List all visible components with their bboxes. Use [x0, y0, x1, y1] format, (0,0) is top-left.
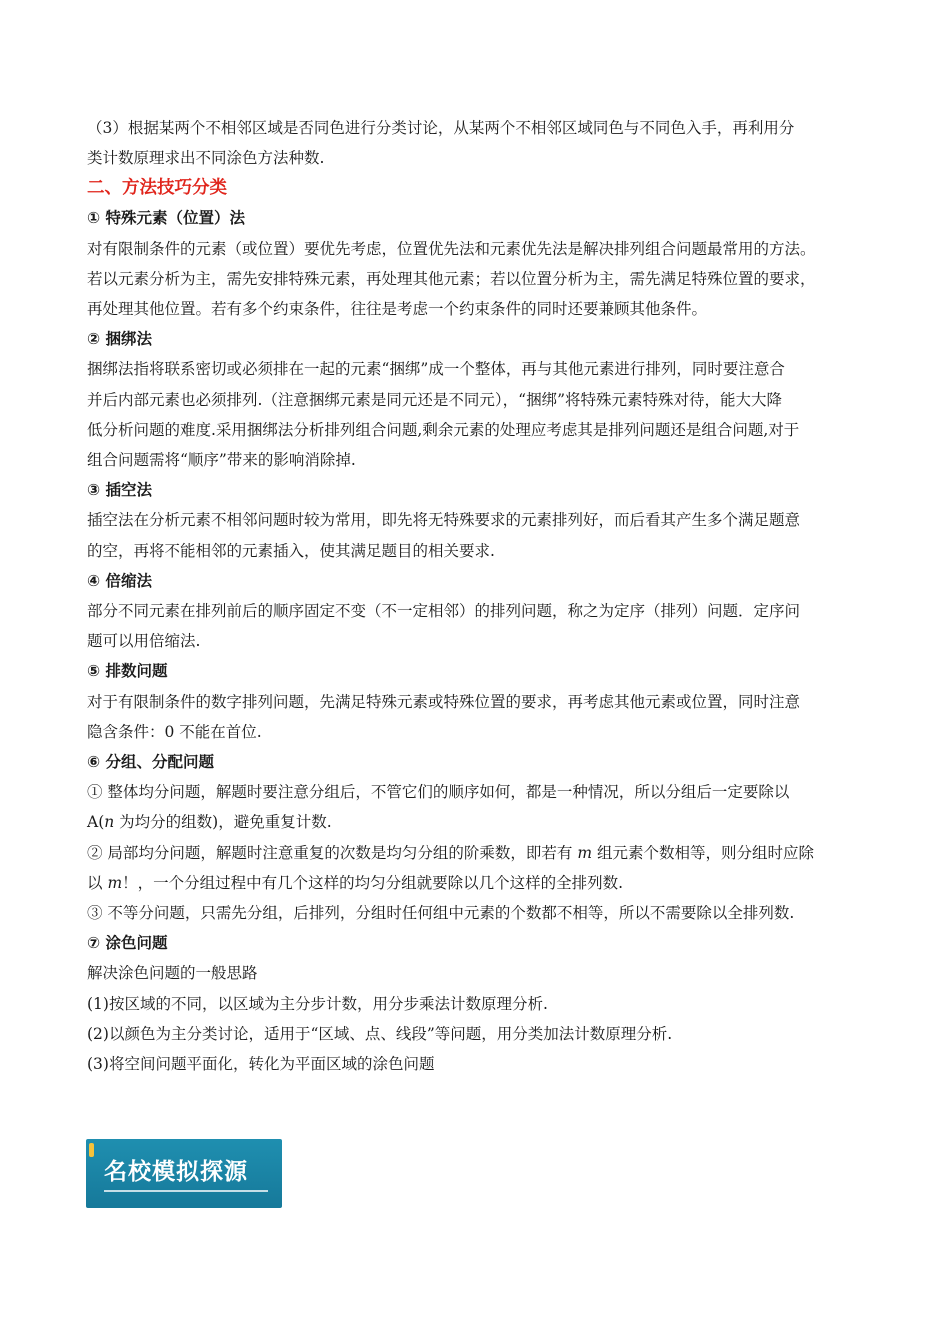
paragraph-line: 对有限制条件的元素（或位置）要优先考虑，位置优先法和元素优先法是解决排列组合问题最常用的方法。 — [87, 239, 816, 258]
paragraph-line: 对于有限制条件的数字排列问题，先满足特殊元素或特殊位置的要求，再考虑其他元素或位置，同时注意 — [87, 692, 801, 711]
math-variable: n — [104, 813, 115, 832]
math-variable: m — [107, 873, 123, 892]
badge-label: 名校模拟探源 — [104, 1159, 248, 1185]
badge-underline — [104, 1190, 268, 1192]
document-body — [87, 113, 877, 1079]
paragraph-line: 若以元素分析为主，需先安排特殊元素，再处理其他元素；若以位置分析为主，需先满足特殊位置的要求， — [87, 269, 816, 288]
paragraph-line: 插空法在分析元素不相邻问题时较为常用，即先将无特殊要求的元素排列好，而后看其产生多个满足题意 — [87, 511, 801, 530]
text-run: 为均分的组数)，避免重复计数. — [114, 813, 332, 832]
badge-accent-mark — [89, 1143, 94, 1157]
intro-paragraph — [87, 113, 877, 173]
method-title: ⑤ 排数问题 — [87, 662, 168, 681]
grouping-item-3-line: ③ 不等分问题，只需先分组，后排列，分组时任何组中元素的个数都不相等，所以不需要除以全排列数. — [87, 904, 795, 923]
method-paragraph — [87, 596, 877, 656]
section-badge — [86, 1139, 282, 1208]
paragraph-line: (2)以颜色为主分类讨论，适用于“区域、点、线段”等问题，用分类加法计数原理分析. — [87, 1024, 673, 1043]
intro-line: （3）根据某两个不相邻区域是否同色进行分类讨论，从某两个不相邻区域同色与不同色入手，再利用分 — [87, 119, 795, 137]
text-run: ！，一个分组过程中有几个这样的均匀分组就要除以几个这样的全排列数. — [122, 873, 624, 892]
section-title: 二、方法技巧分类 — [87, 178, 227, 199]
grouping-paragraph — [87, 777, 877, 928]
paragraph-line: 捆绑法指将联系密切或必须排在一起的元素“捆绑”成一个整体，再与其他元素进行排列，同时要注意合 — [87, 360, 785, 379]
paragraph-line: 题可以用倍缩法. — [87, 632, 201, 651]
coloring-paragraph — [87, 958, 877, 1079]
method-paragraph — [87, 354, 877, 475]
method-title: ① 特殊元素（位置）法 — [87, 209, 246, 228]
paragraph-line: 部分不同元素在排列前后的顺序固定不变（不一定相邻）的排列问题，称之为定序（排列）问题．定序问 — [87, 602, 801, 621]
paragraph-line: 组合问题需将“顺序”带来的影响消除掉. — [87, 451, 356, 470]
paragraph-line: 隐含条件：0 不能在首位. — [87, 722, 262, 741]
paragraph-line: 解决涂色问题的一般思路 — [87, 964, 258, 983]
paragraph-line: 低分析问题的难度.采用捆绑法分析排列组合问题,剩余元素的处理应考虑其是排列问题还是组合问题,对于 — [87, 420, 800, 439]
text-run: 以 — [87, 873, 108, 892]
grouping-item-2-line — [87, 838, 877, 868]
grouping-title: ⑥ 分组、分配问题 — [87, 753, 215, 772]
coloring-title: ⑦ 涂色问题 — [87, 934, 168, 953]
paragraph-line: 的空，再将不能相邻的元素插入，使其满足题目的相关要求. — [87, 541, 495, 560]
method-title: ② 捆绑法 — [87, 330, 153, 349]
method-paragraph — [87, 505, 877, 565]
grouping-item-2-line — [87, 868, 877, 898]
text-run: 组元素个数相等，则分组时应除 — [592, 843, 814, 862]
method-title: ③ 插空法 — [87, 481, 153, 500]
grouping-item-1-line — [87, 807, 877, 837]
paragraph-line: (3)将空间问题平面化，转化为平面区域的涂色问题 — [87, 1055, 435, 1074]
math-variable: m — [577, 843, 593, 862]
method-paragraph — [87, 234, 877, 325]
paragraph-line: 并后内部元素也必须排列.（注意捆绑元素是同元还是不同元），“捆绑”将特殊元素特殊对待，能大大降 — [87, 390, 783, 409]
intro-line: 类计数原理求出不同涂色方法种数. — [87, 149, 325, 168]
paragraph-line: 再处理其他位置。若有多个约束条件，往往是考虑一个约束条件的同时还要兼顾其他条件。 — [87, 300, 708, 319]
method-title: ④ 倍缩法 — [87, 571, 153, 590]
paragraph-line: (1)按区域的不同，以区域为主分步计数，用分步乘法计数原理分析. — [87, 994, 548, 1013]
method-paragraph — [87, 687, 877, 747]
text-run: ② 局部均分问题，解题时注意重复的次数是均匀分组的阶乘数，即若有 — [87, 843, 578, 862]
text-run: A( — [87, 813, 105, 832]
grouping-item-1-line: ① 整体均分问题，解题时要注意分组后，不管它们的顺序如何，都是一种情况，所以分组后一定要除以 — [87, 783, 790, 802]
